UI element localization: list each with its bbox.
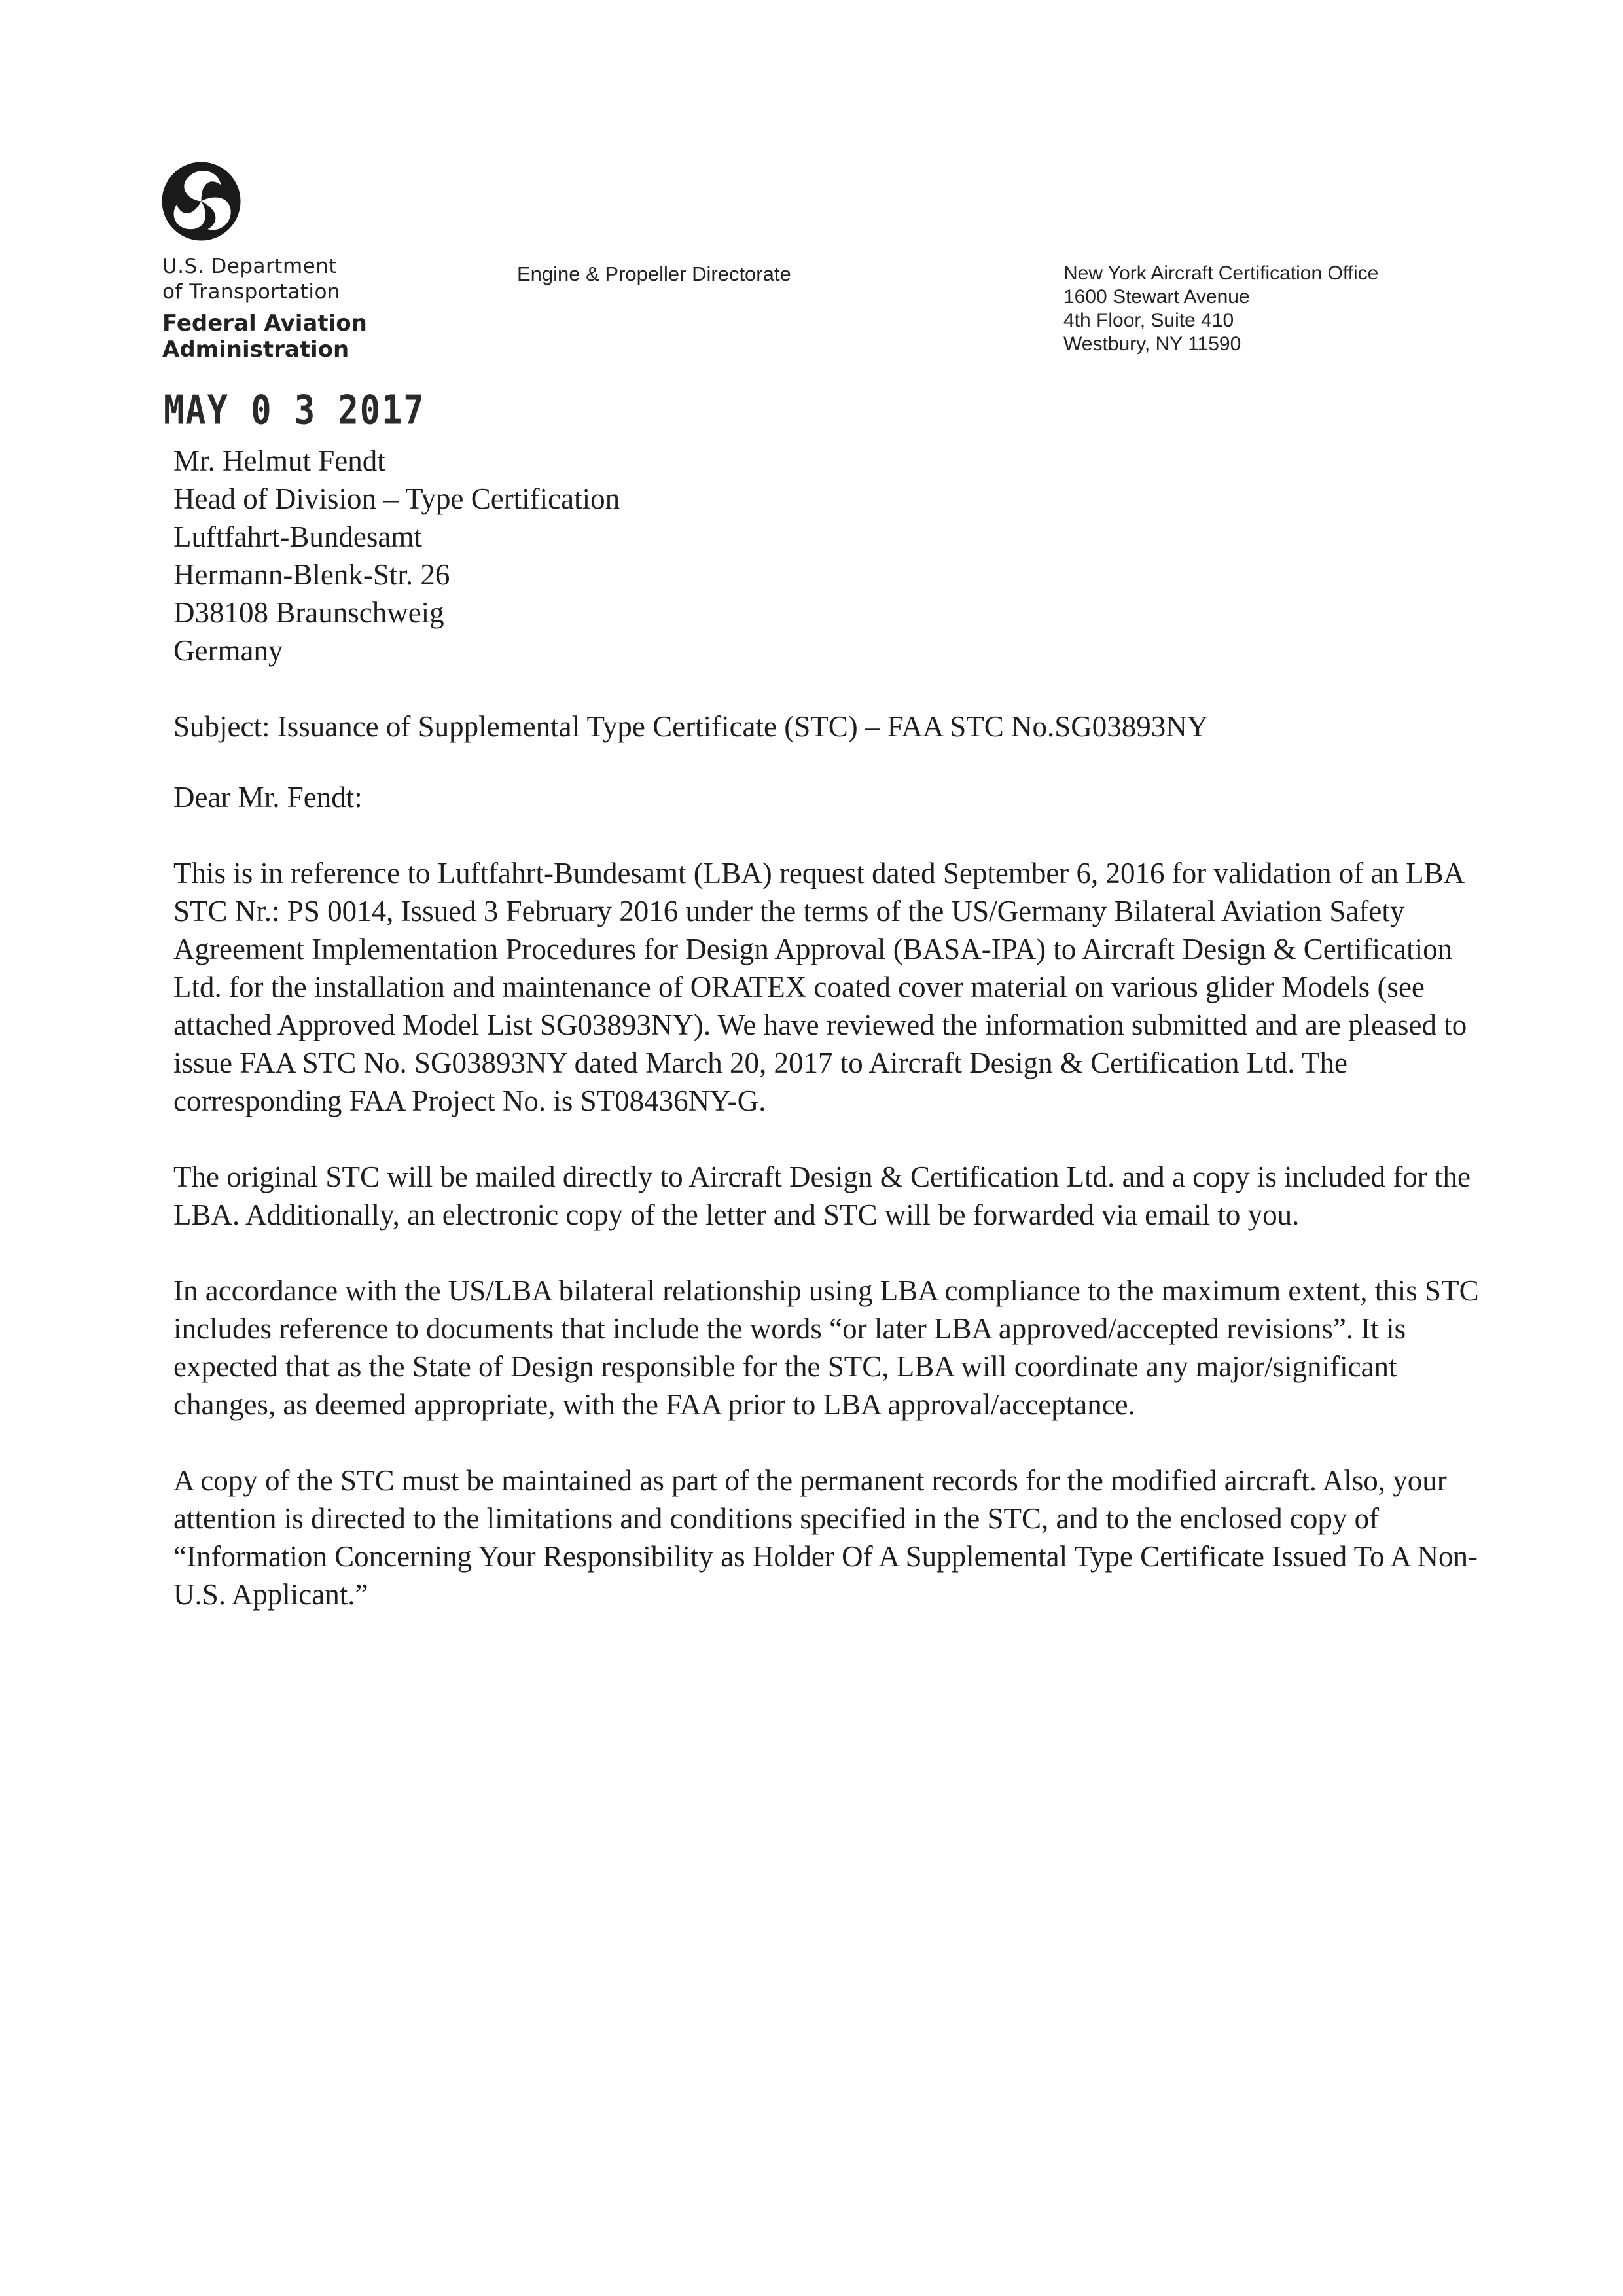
office-line: Westbury, NY 11590 [1063, 333, 1241, 355]
directorate-name: Engine & Propeller Directorate [517, 262, 791, 285]
recipient-line: Hermann-Blenk-Str. 26 [173, 558, 450, 591]
agency-line-4: Administration [162, 336, 349, 363]
office-line: New York Aircraft Certification Office [1063, 262, 1379, 284]
recipient-line: Luftfahrt-Bundesamt [173, 520, 422, 553]
agency-line-2: of Transportation [162, 280, 341, 304]
recipient-line: Head of Division – Type Certification [173, 482, 620, 515]
date-stamp: MAY 0 3 2017 [164, 387, 425, 434]
office-line: 4th Floor, Suite 410 [1063, 310, 1234, 331]
recipient-line: D38108 Braunschweig [173, 596, 444, 629]
recipient-line: Germany [173, 634, 283, 667]
recipient-address [173, 442, 1482, 670]
recipient-line: Mr. Helmut Fendt [173, 444, 385, 477]
body-paragraph: A copy of the STC must be maintained as part of the permanent records for the modified aircraft. Also, your attention is directed to the limitations and conditions specified in the STC, and to the enclosed copy of “Information Concerning Your Responsibility as Holder Of A Supplemental Type Certificate Issued To A Non-U.S. Applicant.” [173, 1464, 1478, 1611]
office-address [1063, 262, 1378, 356]
dot-triskelion-icon [160, 160, 242, 242]
letter-body [173, 442, 1482, 1613]
subject-line: Subject: Issuance of Supplemental Type Certificate (STC) – FAA STC No.SG03893NY [173, 710, 1209, 743]
body-paragraph: This is in reference to Luftfahrt-Bundesamt (LBA) request dated September 6, 2016 for validation of an LBA STC Nr.: PS 0014, Issued 3 February 2016 under the terms of the US/Germany Bilateral Aviation Safety Agreement Implementation Procedures for Design Approval (BASA-IPA) to Aircraft Design & Certification Ltd. for the installation and maintenance of ORATEX coated cover material on various glider Models (see attached Approved Model List SG03893NY). We have reviewed the information submitted and are pleased to issue FAA STC No. SG03893NY dated March 20, 2017 to Aircraft Design & Certification Ltd. The corresponding FAA Project No. is ST08436NY-G. [173, 857, 1467, 1117]
agency-name [162, 254, 367, 363]
body-paragraph: In accordance with the US/LBA bilateral relationship using LBA compliance to the maximum extent, this STC includes reference to documents that include the words “or later LBA approved/accepted revisions”. It is expected that as the State of Design responsible for the STC, LBA will coordinate any major/significant changes, as deemed appropriate, with the FAA prior to LBA approval/acceptance. [173, 1274, 1479, 1421]
office-line: 1600 Stewart Avenue [1063, 286, 1250, 308]
agency-line-1: U.S. Department [162, 255, 338, 278]
agency-line-3: Federal Aviation [162, 310, 367, 336]
salutation: Dear Mr. Fendt: [173, 781, 363, 814]
body-paragraph: The original STC will be mailed directly to Aircraft Design & Certification Ltd. and a copy is included for the LBA. Additionally, an electronic copy of the letter and STC will be forwarded via email to you. [173, 1160, 1471, 1231]
